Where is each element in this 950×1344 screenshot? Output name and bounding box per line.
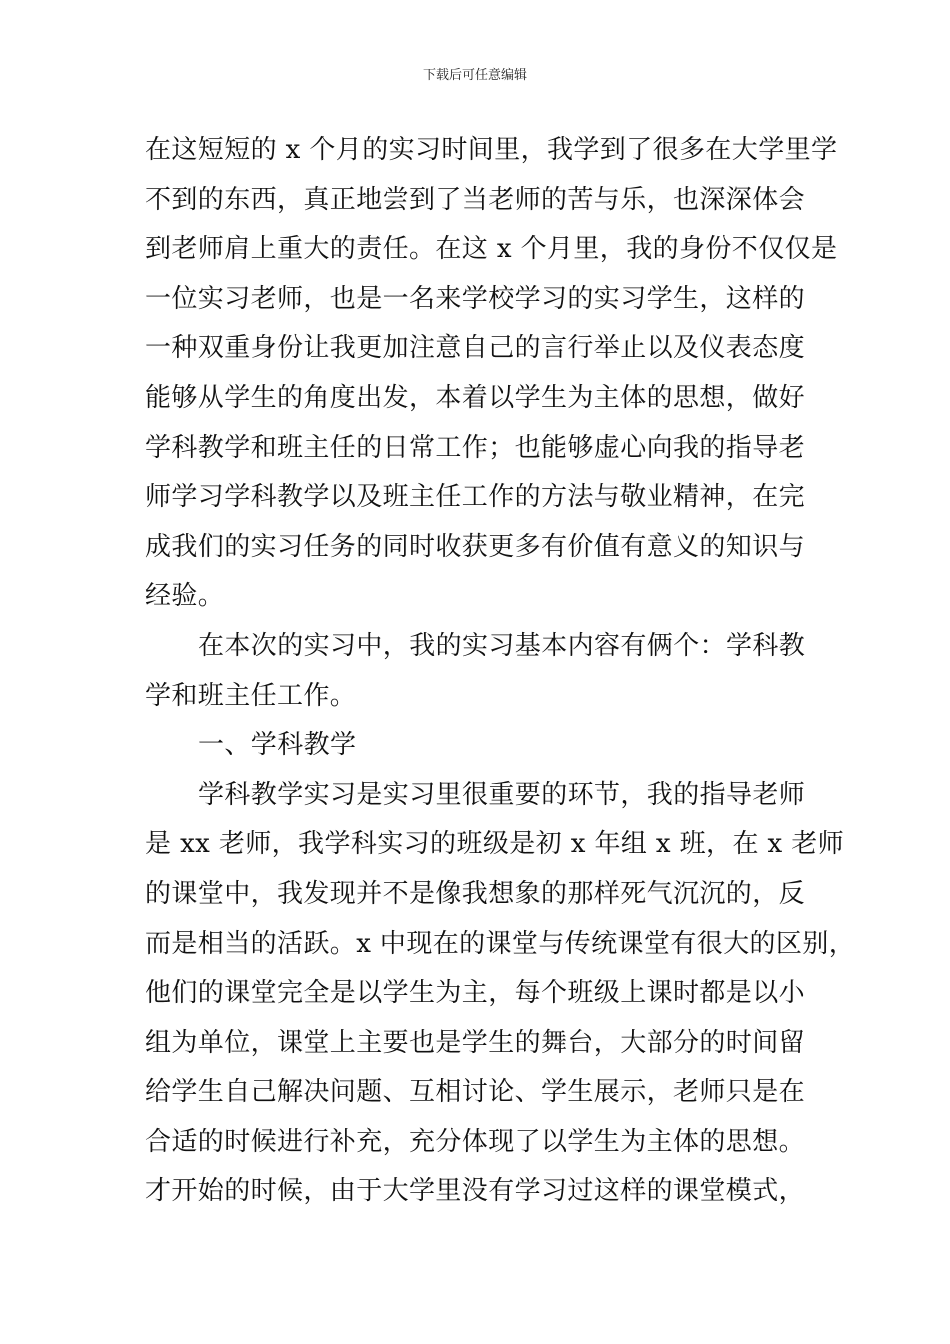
text-line: 在这短短的 x 个月的实习时间里，我学到了很多在大学里学 [145, 135, 838, 165]
text-line: 一、学科教学 [198, 730, 357, 761]
text-line: 学科教学和班主任的日常工作；也能够虚心向我的指导老 [145, 432, 806, 463]
text-line: 的课堂中，我发现并不是像我想象的那样死气沉沉的，反 [145, 878, 806, 909]
text-line: 学科教学实习是实习里很重要的环节，我的指导老师 [198, 779, 806, 810]
text-line: 才开始的时候，由于大学里没有学习过这样的课堂模式， [145, 1176, 806, 1207]
text-line: 一种双重身份让我更加注意自己的言行举止以及仪表态度 [145, 333, 806, 364]
text-line: 在本次的实习中，我的实习基本内容有俩个：学科教 [198, 630, 806, 661]
text-line: 他们的课堂完全是以学生为主，每个班级上课时都是以小 [145, 978, 806, 1009]
text-line: 能够从学生的角度出发，本着以学生为主体的思想，做好 [145, 382, 806, 413]
text-line: 而是相当的活跃。x 中现在的课堂与传统课堂有很大的区别， [145, 928, 856, 959]
text-line: 成我们的实习任务的同时收获更多有价值有意义的知识与 [145, 531, 806, 562]
text-line: 学和班主任工作。 [145, 680, 357, 711]
body-text [145, 126, 856, 1217]
text-line: 到老师肩上重大的责任。在这 x 个月里，我的身份不仅仅是 [145, 234, 838, 265]
text-line: 不到的东西，真正地尝到了当老师的苦与乐，也深深体会 [145, 184, 806, 215]
text-line: 是 xx 老师，我学科实习的班级是初 x 年组 x 班，在 x 老师 [145, 829, 845, 860]
text-line: 经验。 [145, 581, 225, 612]
text-line: 合适的时候进行补充，充分体现了以学生为主体的思想。 [145, 1126, 806, 1157]
text-line: 组为单位，课堂上主要也是学生的舞台，大部分的时间留 [145, 1027, 806, 1058]
text-line: 一位实习老师，也是一名来学校学习的实习学生，这样的 [145, 283, 806, 314]
text-line: 师学习学科教学以及班主任工作的方法与敬业精神，在完 [145, 482, 806, 513]
page-header: 下载后可任意编辑 [422, 68, 527, 83]
text-line: 给学生自己解决问题、互相讨论、学生展示，老师只是在 [145, 1077, 806, 1108]
